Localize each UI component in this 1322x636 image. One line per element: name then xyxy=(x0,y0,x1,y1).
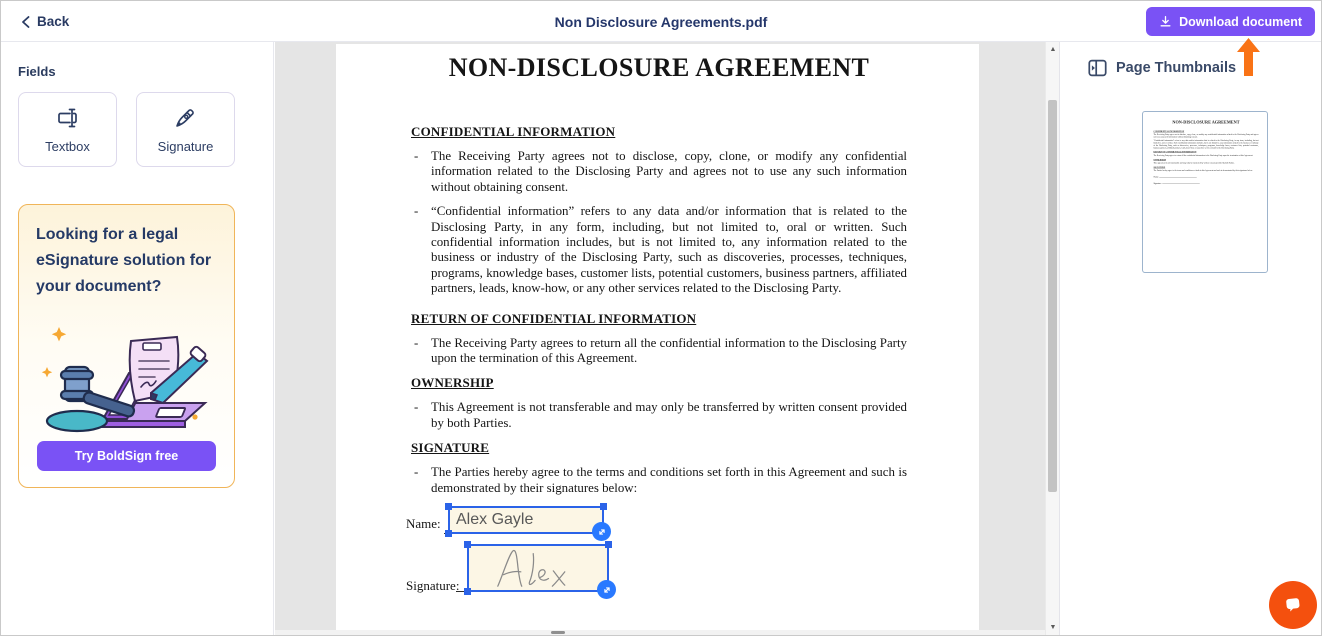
bullet-text: This Agreement is not transferable and may only be transferred by written consent provided by both Parties. xyxy=(431,400,907,430)
mini-paragraph: “Confidential information” refers to any data and/or information that is related to the Disclosing Party, in any form, including, but not limited to, oral or written. Such confidential information includes, but is not limited to, any information related to the business or industry of the Disclosing Party, such as discoveries, processes, techniques, programs, knowledge bases, customer lists, potential customers, business partners, affiliated partners, leads, know-how, or any other services related to the Disclosing Party. xyxy=(1153,139,1259,149)
mini-heading: CONFIDENTIAL INFORMATION xyxy=(1153,130,1185,133)
resize-handle-top-left[interactable] xyxy=(445,503,452,510)
signature-pen-icon xyxy=(173,106,198,130)
pdf-page-content xyxy=(336,44,979,496)
tutorial-arrow-up xyxy=(1237,38,1260,76)
try-boldsign-free-button[interactable]: Try BoldSign free xyxy=(37,441,216,471)
document-title: Non Disclosure Agreements.pdf xyxy=(554,13,768,30)
top-bar xyxy=(1,1,1321,42)
mini-signature-label: Signature: xyxy=(1153,181,1162,185)
pdf-page xyxy=(336,44,979,635)
mini-paragraph: This Agreement is not transferable and may only be transferred by written consent provided by both Parties. xyxy=(1153,161,1235,164)
page-thumbnails-label: Page Thumbnails xyxy=(1116,60,1237,76)
bullet-text: The Parties hereby agree to the terms and conditions set forth in this Agreement and such is demonstrated by their signatures below: xyxy=(431,465,907,495)
promo-title: Looking for a legal eSignature solution for your document? xyxy=(36,226,212,295)
mini-heading: SIGNATURE xyxy=(1153,166,1166,169)
signature-drawing xyxy=(490,546,586,590)
page-thumbnail-preview xyxy=(1143,112,1268,273)
bullet-text: The Receiving Party agrees not to disclose, copy, clone, or modify any confidential information related to the Disclosing Party and agrees not to use any such information without obtaining consent. xyxy=(431,149,907,194)
bullet-dash: - xyxy=(414,335,419,350)
textbox-field-label: Textbox xyxy=(45,138,90,154)
bullet-dash: - xyxy=(414,149,419,163)
bullet-dash: - xyxy=(414,465,419,480)
vertical-scrollbar[interactable] xyxy=(1045,42,1059,635)
section-return-of-confidential-information xyxy=(411,311,907,367)
resize-handle-bottom-left[interactable] xyxy=(464,588,471,595)
mini-paragraph: The Receiving Party agrees not to disclose, copy, clone, or modify any confidential information related to the Disclosing Party and agrees not to use any such information without obtaining consent. xyxy=(1153,133,1259,138)
scroll-down-arrow[interactable]: ▼ xyxy=(1049,624,1057,631)
page-thumbnail-1[interactable] xyxy=(1142,111,1268,273)
resize-handle-bottom-right[interactable] xyxy=(597,580,616,599)
section-confidential-information xyxy=(411,124,907,297)
back-button[interactable] xyxy=(15,1,75,42)
page-thumbnails-icon xyxy=(1088,59,1107,77)
thumbnails-sidebar xyxy=(1059,42,1321,635)
resize-diagonal-icon xyxy=(597,527,607,537)
resize-diagonal-icon xyxy=(602,585,612,595)
mini-paragraph: The Parties hereby agree to the terms and conditions set forth in this Agreement and such is demonstrated by their signatures below: xyxy=(1153,169,1253,172)
bullet-dash: - xyxy=(414,204,419,219)
section-heading: OWNERSHIP xyxy=(411,375,494,391)
back-label: Back xyxy=(37,14,70,29)
bullet-dash: - xyxy=(414,400,419,415)
mini-title: NON-DISCLOSURE AGREEMENT xyxy=(1172,119,1240,125)
section-heading: CONFIDENTIAL INFORMATION xyxy=(411,124,616,139)
signature-field-label: Signature xyxy=(157,138,214,154)
bullet-text: The Receiving Party agrees to return all the confidential information to the Disclosing Party upon the termination of this Agreement. xyxy=(431,335,907,366)
section-signature xyxy=(411,440,907,496)
textbox-icon xyxy=(55,106,81,130)
download-label: Download document xyxy=(1179,14,1302,29)
download-icon xyxy=(1159,15,1172,28)
chat-widget-button[interactable] xyxy=(1269,581,1317,629)
mini-heading: RETURN OF CONFIDENTIAL INFORMATION xyxy=(1153,150,1197,153)
field-buttons-row xyxy=(1,92,273,167)
vertical-scrollbar-thumb[interactable] xyxy=(1048,100,1057,492)
section-heading: SIGNATURE xyxy=(411,440,490,456)
section-ownership xyxy=(411,375,907,431)
promo-card xyxy=(18,204,235,488)
signature-field-button[interactable] xyxy=(136,92,235,167)
page-thumbnails-header xyxy=(1060,42,1321,77)
horizontal-scrollbar[interactable] xyxy=(275,630,1045,635)
section-heading: RETURN OF CONFIDENTIAL INFORMATION xyxy=(411,310,697,326)
mini-heading: OWNERSHIP xyxy=(1153,158,1166,161)
bullet-text: “Confidential information” refers to any data and/or information that is related to the Disclosing Party, in any form, including, but not limited to, oral or written. Such confidential information includes, but is not limited to, any information related to the business or industry of the Disclosing Party, such as discoveries, processes, techniques, programs, knowledge bases, customer lists, potential customers, business partners, affiliated partners, leads, know-how, or any other services related to the Disclosing Party. xyxy=(431,204,907,296)
textbox-field-button[interactable] xyxy=(18,92,117,167)
chevron-left-icon xyxy=(21,16,30,28)
resize-handle-top-left[interactable] xyxy=(464,541,471,548)
promo-illustration xyxy=(39,315,217,437)
horizontal-scrollbar-thumb[interactable] xyxy=(551,631,565,634)
resize-handle-bottom-right[interactable] xyxy=(592,522,611,541)
fields-section-label: Fields xyxy=(18,64,56,79)
download-document-button[interactable] xyxy=(1146,7,1315,36)
signature-label: Signature: xyxy=(406,578,460,593)
mini-paragraph: The Receiving Party agrees to return all the confidential information to the Disclosing Party upon the termination of this Agreement. xyxy=(1153,154,1253,157)
signature-field[interactable] xyxy=(467,544,609,592)
chat-bubble-icon xyxy=(1281,593,1305,617)
scroll-up-arrow[interactable]: ▲ xyxy=(1049,46,1057,53)
resize-handle-top-right[interactable] xyxy=(600,503,607,510)
name-textbox-field[interactable] xyxy=(448,506,604,534)
fields-sidebar xyxy=(1,42,274,635)
name-label: Name: xyxy=(406,516,441,531)
resize-handle-bottom-left[interactable] xyxy=(445,530,452,537)
mini-name-label: Name: xyxy=(1153,175,1159,178)
pdf-viewer xyxy=(275,42,1059,635)
resize-handle-top-right[interactable] xyxy=(605,541,612,548)
nda-title: NON-DISCLOSURE AGREEMENT xyxy=(448,53,870,82)
name-field-value[interactable]: Alex Gayle xyxy=(456,511,534,528)
